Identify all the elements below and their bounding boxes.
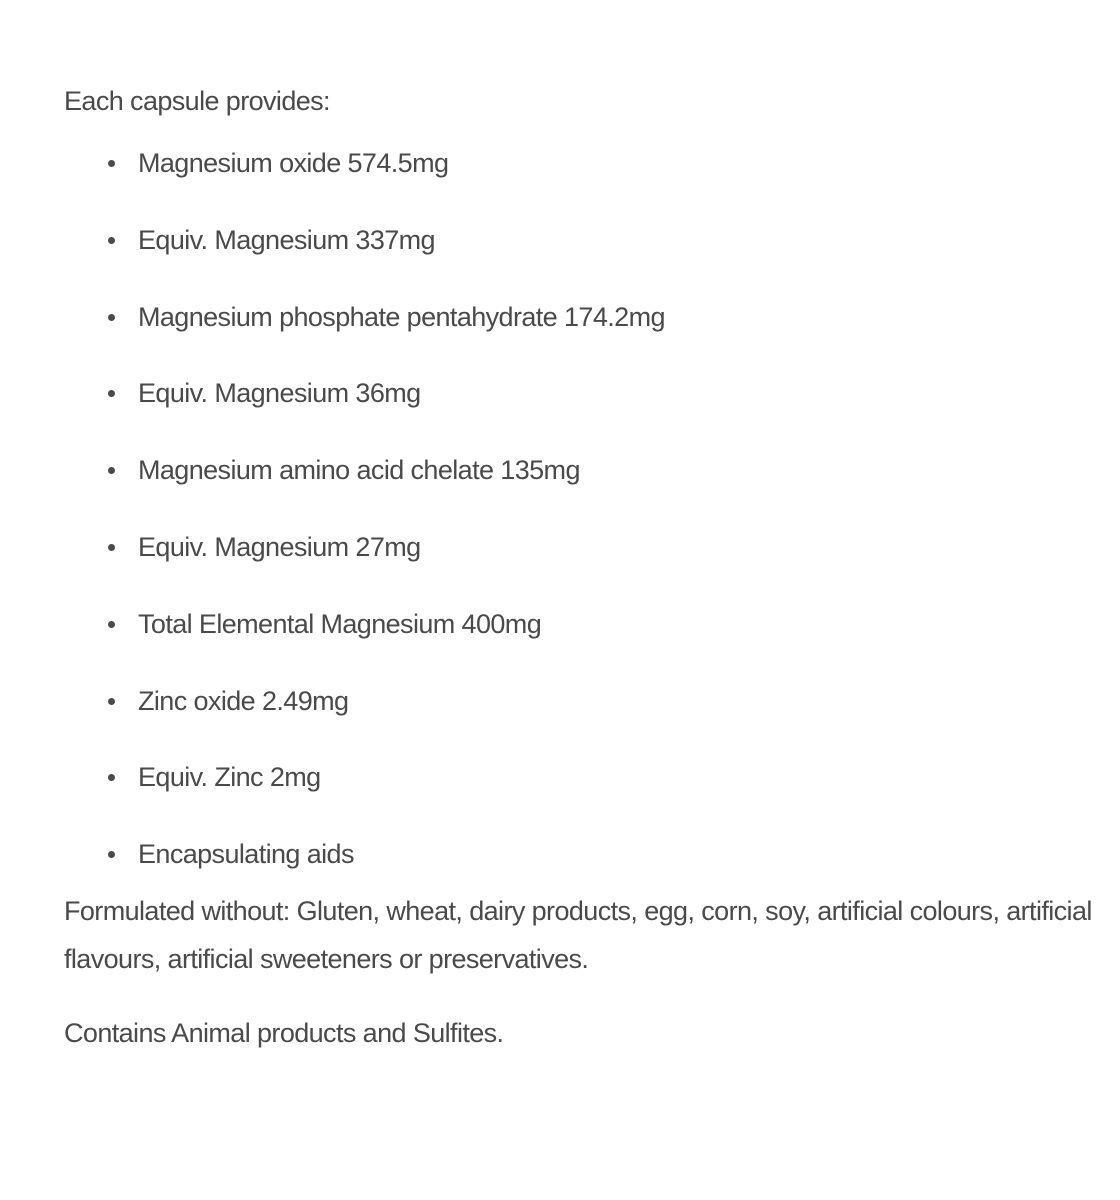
intro-text: Each capsule provides:	[64, 86, 330, 116]
list-item	[64, 835, 1114, 873]
list-item	[64, 528, 1114, 566]
bullet-icon	[108, 160, 115, 167]
bullet-icon	[108, 544, 115, 551]
list-item-text: Magnesium amino acid chelate 135mg	[138, 455, 580, 486]
list-item	[64, 682, 1114, 720]
list-item	[64, 605, 1114, 643]
list-item	[64, 221, 1114, 259]
list-item	[64, 298, 1114, 336]
list-item	[64, 374, 1114, 412]
contains-text: Contains Animal products and Sulfites.	[64, 1018, 504, 1049]
list-item-text: Equiv. Magnesium 337mg	[138, 224, 435, 255]
ingredient-list	[64, 144, 1114, 873]
bullet-icon	[108, 314, 115, 321]
bullet-icon	[108, 467, 115, 474]
list-item	[64, 451, 1114, 489]
list-item-text: Encapsulating aids	[138, 839, 354, 870]
bullet-icon	[108, 851, 115, 858]
bullet-icon	[108, 390, 115, 397]
list-item	[64, 144, 1114, 182]
bullet-icon	[108, 237, 115, 244]
list-item-text: Magnesium oxide 574.5mg	[138, 148, 449, 178]
list-item-text: Total Elemental Magnesium 400mg	[138, 608, 542, 639]
list-item-text: Equiv. Magnesium 36mg	[138, 378, 421, 409]
list-item	[64, 758, 1114, 796]
list-item-text: Zinc oxide 2.49mg	[138, 685, 349, 716]
list-item-text: Equiv. Zinc 2mg	[138, 762, 321, 793]
list-item-text: Magnesium phosphate pentahydrate 174.2mg	[138, 301, 665, 332]
product-description	[64, 82, 1114, 1057]
list-item-text: Equiv. Magnesium 27mg	[138, 531, 421, 562]
bullet-icon	[108, 621, 115, 628]
bullet-icon	[108, 774, 115, 781]
formulated-without-text: Formulated without: Gluten, wheat, dairy products, egg, corn, soy, artificial colours, artificial flavours, artificial sweeteners or preservatives.	[64, 896, 1092, 975]
bullet-icon	[108, 698, 115, 705]
